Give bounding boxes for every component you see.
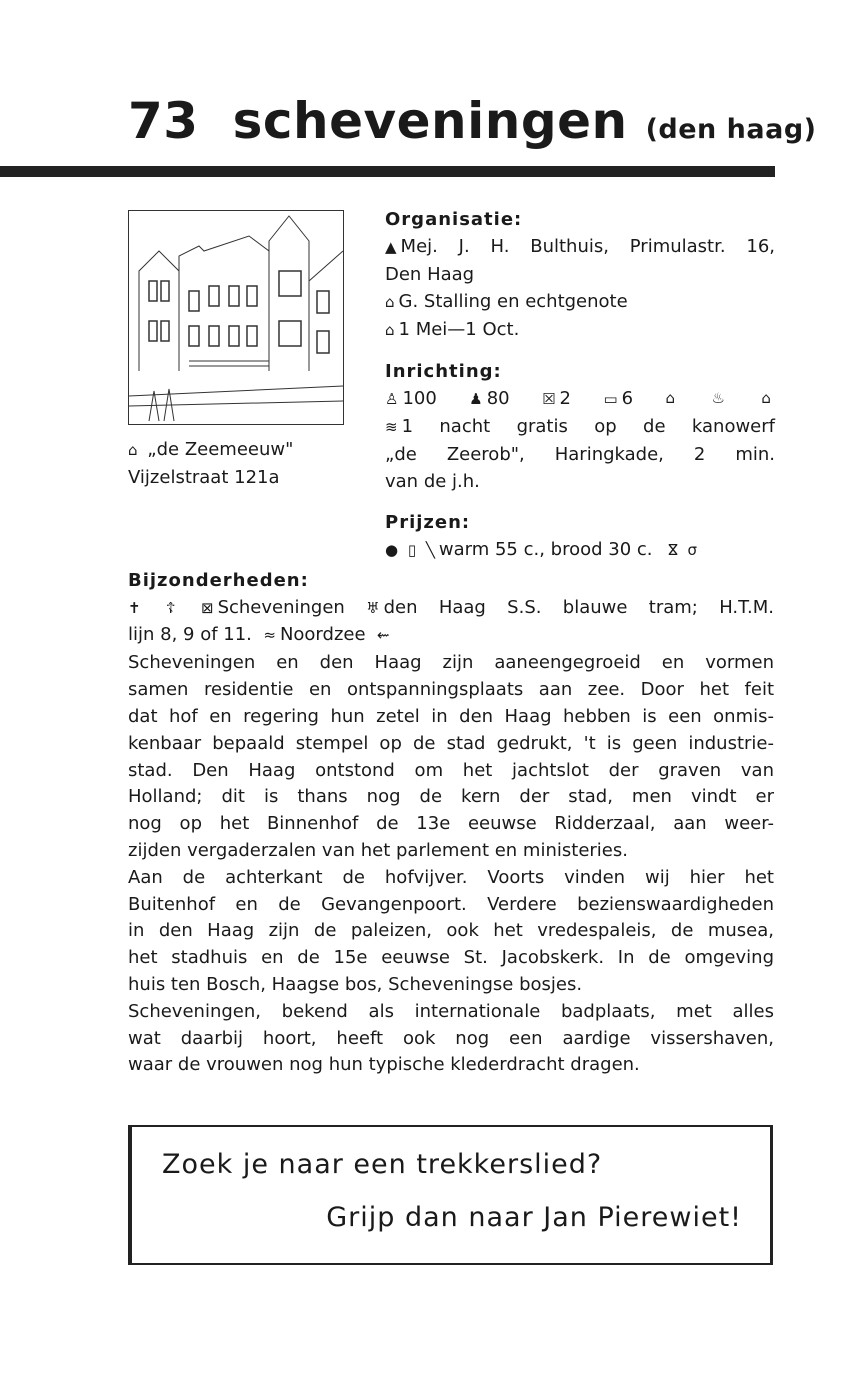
cutlery-icon: ╲	[425, 541, 435, 559]
hostel-illustration	[128, 210, 344, 425]
description	[128, 650, 774, 1079]
description-line: wat daarbij hoort, heeft ook nog een aardige vissershaven,	[128, 1027, 774, 1049]
description-line: Buitenhof en de Gevangenpoort. Verdere bezienswaardigheden	[128, 893, 774, 915]
boat-line: van de j.h.	[385, 471, 480, 492]
canoe-icon: ⇜	[377, 625, 390, 644]
info-column	[385, 206, 775, 564]
details-line: lijn 8, 9 of 11. ≈ Noordzee ⇜	[128, 622, 774, 649]
swimming-icon: ≈	[263, 625, 276, 644]
boat-line: ≋ 1 nacht gratis op de kanowerf	[385, 413, 775, 441]
description-line: stad. Den Haag ontstond om het jachtslot der graven van	[128, 759, 774, 781]
description-line: Scheveningen en den Haag zijn aaneengegroeid en vormen	[128, 652, 774, 674]
shower-icon: ⌂	[665, 389, 676, 407]
description-line: Holland; dit is thans nog de kern der stad, men vindt er	[128, 786, 774, 808]
ad-line-2: Grijp dan naar Jan Pierewiet!	[326, 1202, 742, 1233]
bijzonderheden-heading: Bijzonderheden:	[128, 570, 309, 591]
hostel-caption	[128, 436, 293, 491]
advertisement-box	[128, 1125, 773, 1265]
title-rule	[0, 166, 775, 177]
organisation-line: Den Haag	[385, 264, 475, 285]
description-line: het stadhuis en de 15e eeuwse St. Jacobskerk. In de omgeving	[128, 947, 774, 969]
description-line: in den Haag zijn de paleizen, ook het vredespaleis, de musea,	[128, 920, 774, 942]
hostel-icon: ⌂	[128, 441, 138, 459]
organisatie-heading: Organisatie:	[385, 209, 523, 230]
prices-line: ● ▯ ╲ warm 55 c., brood 30 c. ⴵ σ	[385, 536, 775, 564]
facilities-row: ♙ 100 ♟ 80 ☒ 2 ▭ 6 ⌂ ♨ ⌂	[385, 385, 775, 413]
open-season-icon: ⌂	[385, 321, 395, 339]
page-title	[128, 92, 817, 150]
description-line: samen residentie en ontspanningsplaats aan zee. Door het feit	[128, 679, 774, 701]
organisation-line: ▲ Mej. J. H. Bulthuis, Primulastr. 16,	[385, 233, 775, 261]
description-line: dat hof en regering hun zetel in den Haag hebben is een onmis-	[128, 705, 774, 727]
ad-line-1: Zoek je naar een trekkerslied?	[162, 1149, 603, 1180]
cooking-icon: ♨	[711, 389, 725, 407]
prijzen-heading: Prijzen:	[385, 512, 471, 533]
girls-beds-icon: ♟	[469, 390, 483, 408]
description-line: nog op het Binnenhof de 13e eeuwse Ridderzaal, aan weer-	[128, 813, 774, 835]
rooms-icon: ☒	[542, 390, 556, 408]
hostel-address: Vijzelstraat 121a	[128, 467, 280, 488]
warden-icon: ⌂	[385, 293, 395, 311]
description-line: waar de vrouwen nog hun typische klederdracht dragen.	[128, 1054, 640, 1076]
description-line: huis ten Bosch, Haagse bos, Scheveningse bosjes.	[128, 973, 583, 995]
boys-beds-icon: ♙	[385, 390, 399, 408]
train-icon: ♅	[366, 598, 380, 617]
beds-icon: ▭	[603, 390, 618, 408]
boat-line: „de Zeerob", Haringkade, 2 min.	[385, 444, 775, 465]
place-subtitle: (den haag)	[645, 114, 817, 145]
place-name: scheveningen	[232, 92, 628, 150]
season-line: ⌂ 1 Mei—1 Oct.	[385, 316, 775, 344]
utensils-icon: ⴵ	[668, 541, 678, 559]
description-line: Scheveningen, bekend als internationale badplaats, met alles	[128, 1000, 774, 1022]
triangle-icon: ▲	[385, 238, 397, 256]
main-text	[128, 568, 774, 1079]
inrichting-heading: Inrichting:	[385, 361, 502, 382]
hostel-name: „de Zeemeeuw"	[147, 439, 294, 460]
bottle-icon: ▯	[407, 541, 417, 559]
boat-icon: ≋	[385, 418, 398, 436]
warden-line: ⌂ G. Stalling en echtgenote	[385, 288, 775, 316]
entry-number: 73	[128, 92, 199, 150]
pan-icon: σ	[687, 541, 698, 559]
church-icon: ✝	[128, 598, 141, 617]
description-line: zijden vergaderzalen van het parlement en ministeries.	[128, 839, 628, 861]
details-line: ✝ ☦ ⊠ Scheveningen ♅ den Haag S.S. blauwe tram; H.T.M.	[128, 595, 774, 622]
catholic-church-icon: ☦	[165, 598, 176, 617]
breakfast-icon: ●	[385, 541, 399, 559]
description-line: kenbaar bepaald stempel op de stad gedrukt, 't is geen industrie-	[128, 732, 774, 754]
post-office-icon: ⊠	[200, 598, 214, 617]
description-line: Aan de achterkant de hofvijver. Voorts vinden wij hier het	[128, 866, 774, 888]
common-room-icon: ⌂	[761, 389, 771, 407]
